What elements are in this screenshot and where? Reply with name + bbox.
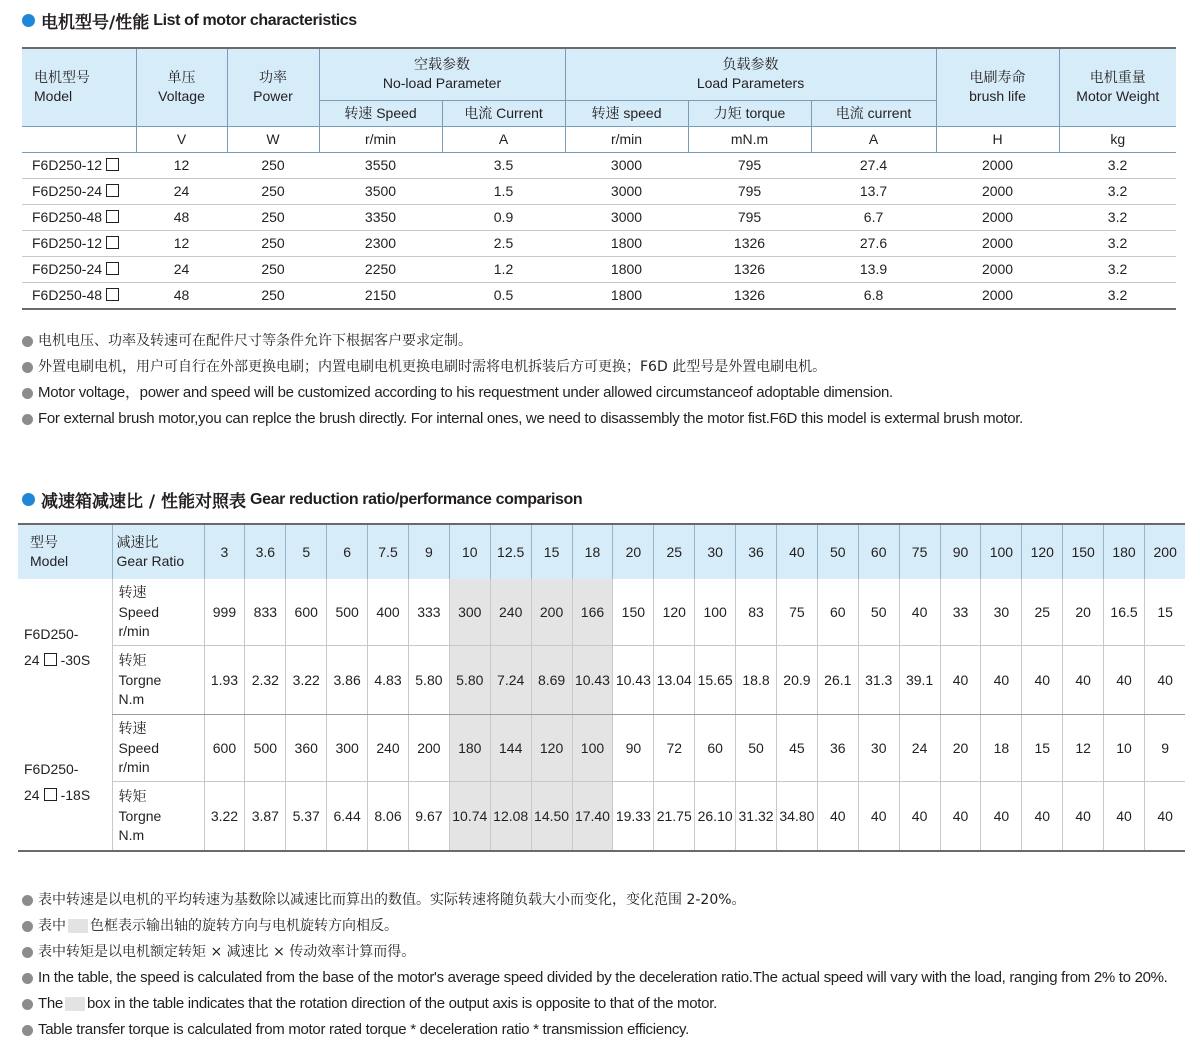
- torque-value: 26.10: [695, 782, 736, 852]
- ratio-header: 9: [408, 524, 449, 579]
- unit-cell: [22, 126, 136, 152]
- note-item: Motor voltage，power and speed will be customized according to his requestment under allowed circumstanceof adoptable dimension.: [22, 380, 1023, 406]
- label-line: Torgne: [118, 671, 162, 688]
- section-title-cn: 减速箱减速比 / 性能对照表: [41, 492, 247, 512]
- table-row: [22, 204, 1176, 230]
- cell-w: 250: [227, 230, 319, 256]
- cell-l-current: 6.8: [863, 287, 884, 303]
- header-voltage: 单压 Voltage: [136, 48, 227, 126]
- cell-v: 12: [136, 230, 227, 256]
- unit-cell: V: [136, 126, 227, 152]
- header-load-torque: 力矩 torque: [688, 100, 811, 126]
- table-row-speed: [18, 579, 1185, 646]
- model-cell: [22, 282, 136, 309]
- ratio-header: 3.6: [245, 524, 286, 579]
- torque-value: 40: [1063, 646, 1104, 715]
- torque-label: [112, 782, 204, 852]
- speed-value: 20: [1063, 579, 1104, 646]
- cell-brush: 2000: [936, 152, 1059, 178]
- ratio-header: 6: [327, 524, 368, 579]
- cell-weight: 3.2: [1059, 152, 1176, 178]
- cell-nl-current: 1.2: [442, 256, 565, 282]
- cell-l-current: 13.7: [811, 178, 936, 204]
- speed-value: 180: [449, 715, 490, 782]
- speed-label: [112, 715, 204, 782]
- torque-value: 40: [1104, 646, 1145, 715]
- speed-value: 60: [817, 579, 858, 646]
- cell-brush: 2000: [936, 204, 1059, 230]
- torque-value: 17.40: [572, 782, 613, 852]
- cell-nl-current: 2.5: [442, 230, 565, 256]
- speed-value: 20: [940, 715, 981, 782]
- cell-brush: 2000: [936, 178, 1059, 204]
- speed-value: 30: [981, 579, 1022, 646]
- model-cell: [22, 204, 136, 230]
- torque-value: 26.1: [817, 646, 858, 715]
- speed-label: [112, 579, 204, 646]
- speed-value: 166: [572, 579, 613, 646]
- cell-torque: 795: [688, 204, 811, 230]
- torque-value: 34.80: [776, 782, 817, 852]
- cell-w: 250: [227, 152, 319, 178]
- bullet-icon: [22, 388, 33, 399]
- ratio-header: 36: [736, 524, 777, 579]
- torque-value: 20.9: [776, 646, 817, 715]
- model-cell: [22, 230, 136, 256]
- cell-nl-current: 1.5: [442, 178, 565, 204]
- bullet-dot-icon: [22, 14, 35, 27]
- model-cell: [18, 715, 112, 852]
- speed-value: 300: [327, 715, 368, 782]
- label-line: N.m: [118, 690, 145, 707]
- torque-value: 5.80: [449, 646, 490, 715]
- cell-l-speed: 3000: [565, 152, 688, 178]
- cell-w: 250: [261, 287, 285, 303]
- cell-nl-speed: 3500: [319, 178, 442, 204]
- ratio-header: 100: [981, 524, 1022, 579]
- ratio-header: 25: [654, 524, 695, 579]
- speed-value: 500: [327, 579, 368, 646]
- cell-l-current: 13.9: [811, 256, 936, 282]
- cell-v: 48: [173, 287, 190, 303]
- cell-torque: 795: [688, 152, 811, 178]
- motor-characteristics-table: [22, 47, 1176, 310]
- checkbox-square-icon: [106, 210, 119, 223]
- note-item: 表中转矩是以电机额定转矩 × 减速比 × 传动效率计算而得。: [22, 939, 1168, 965]
- bullet-dot-icon: [22, 493, 35, 506]
- cell-nl-current: 0.5: [493, 287, 514, 303]
- speed-value: 120: [654, 579, 695, 646]
- model-post: -18S: [60, 787, 91, 804]
- bullet-icon: [22, 362, 33, 373]
- gear-notes: [22, 887, 1168, 1043]
- speed-value: 300: [449, 579, 490, 646]
- torque-label: [112, 646, 204, 715]
- gear-ratio-table: [18, 523, 1185, 852]
- label-line: Torgne: [118, 807, 162, 824]
- header-motor-weight: 电机重量 Motor Weight: [1059, 48, 1176, 126]
- torque-value: 40: [940, 782, 981, 852]
- ratio-header: 7.5: [368, 524, 409, 579]
- cell-nl-speed: 2300: [319, 230, 442, 256]
- label-line: 转速: [118, 720, 147, 737]
- torque-value: 31.3: [858, 646, 899, 715]
- speed-value: 50: [736, 715, 777, 782]
- header-load-speed: 转速 speed: [565, 100, 688, 126]
- torque-value: 40: [1144, 646, 1185, 715]
- bullet-icon: [22, 1025, 33, 1036]
- speed-value: 833: [245, 579, 286, 646]
- header-noload-speed: 转速 Speed: [319, 100, 442, 126]
- speed-value: 83: [736, 579, 777, 646]
- model-line2: [24, 647, 112, 673]
- model-cell: [22, 152, 136, 178]
- torque-value: 40: [1144, 782, 1185, 852]
- torque-value: 3.22: [204, 782, 245, 852]
- unit-cell: r/min: [319, 126, 442, 152]
- cell-torque: 1326: [688, 230, 811, 256]
- table-row: [22, 256, 1176, 282]
- torque-value: 3.22: [286, 646, 327, 715]
- cell-weight: 3.2: [1059, 256, 1176, 282]
- cell-weight: 3.2: [1059, 230, 1176, 256]
- speed-value: 240: [490, 579, 531, 646]
- bullet-icon: [22, 999, 33, 1010]
- model-cell: [22, 178, 136, 204]
- cell-l-current: 6.7: [811, 204, 936, 230]
- ratio-header: 30: [695, 524, 736, 579]
- cell-l-speed: 3000: [565, 178, 688, 204]
- header-power: 功率 Power: [227, 48, 319, 126]
- section-title-motor: [22, 8, 357, 33]
- checkbox-square-icon: [106, 184, 119, 197]
- cell-w: 250: [227, 204, 319, 230]
- torque-value: 18.8: [736, 646, 777, 715]
- ratio-header: 200: [1144, 524, 1185, 579]
- ratio-header: 15: [531, 524, 572, 579]
- note-item: For external brush motor,you can replce the brush directly. For internal ones, we need to disassembly the motor fist.F6D this model is extermal brush motor.: [22, 406, 1023, 432]
- speed-value: 15: [1022, 715, 1063, 782]
- speed-value: 40: [899, 579, 940, 646]
- speed-value: 15: [1144, 579, 1185, 646]
- cell-nl-current: 3.5: [442, 152, 565, 178]
- speed-value: 75: [776, 579, 817, 646]
- torque-value: 40: [817, 782, 858, 852]
- torque-value: 13.04: [654, 646, 695, 715]
- ratio-header: 60: [858, 524, 899, 579]
- speed-value: 360: [286, 715, 327, 782]
- speed-value: 72: [654, 715, 695, 782]
- torque-value: 40: [1022, 782, 1063, 852]
- torque-value: 8.69: [531, 646, 572, 715]
- label-line: Speed: [118, 603, 159, 620]
- model-post: -30S: [60, 651, 91, 668]
- table-row: [22, 230, 1176, 256]
- torque-value: 40: [981, 782, 1022, 852]
- checkbox-square-icon: [106, 262, 119, 275]
- cell-l-speed: 1800: [565, 230, 688, 256]
- speed-value: 200: [531, 579, 572, 646]
- speed-value: 45: [776, 715, 817, 782]
- cell-l-speed: 1800: [610, 287, 643, 303]
- cell-weight: 3.2: [1059, 178, 1176, 204]
- checkbox-square-icon: [44, 653, 57, 666]
- speed-value: 9: [1144, 715, 1185, 782]
- bullet-icon: [22, 414, 33, 425]
- cell-nl-speed: 2250: [319, 256, 442, 282]
- table-row: [22, 282, 1176, 309]
- model-text: F6D250-12: [32, 157, 103, 173]
- cell-w: 250: [227, 256, 319, 282]
- torque-value: 4.83: [368, 646, 409, 715]
- label-line: 转矩: [118, 788, 147, 805]
- torque-value: 5.80: [408, 646, 449, 715]
- torque-value: 10.43: [572, 646, 613, 715]
- label-line: 转矩: [118, 652, 147, 669]
- speed-value: 36: [817, 715, 858, 782]
- bullet-icon: [22, 947, 33, 958]
- torque-value: 1.93: [204, 646, 245, 715]
- label-line: Speed: [118, 739, 159, 756]
- motor-notes: [22, 328, 1023, 432]
- speed-value: 144: [490, 715, 531, 782]
- speed-value: 16.5: [1104, 579, 1145, 646]
- cell-nl-speed: 2150: [364, 287, 397, 303]
- note-item: In the table, the speed is calculated from the base of the motor's average speed divided by the deceleration ratio.The actual speed will vary with the load, ranging from 2% to 20%.: [22, 965, 1168, 991]
- header-brush-life: 电刷寿命 brush life: [936, 48, 1059, 126]
- torque-value: 7.24: [490, 646, 531, 715]
- checkbox-square-icon: [106, 236, 119, 249]
- speed-value: 18: [981, 715, 1022, 782]
- model-line1: F6D250-: [24, 625, 79, 642]
- table-row-speed: [18, 715, 1185, 782]
- speed-value: 120: [531, 715, 572, 782]
- cell-torque: 1326: [733, 287, 766, 303]
- speed-value: 12: [1063, 715, 1104, 782]
- model-cell: [22, 256, 136, 282]
- header-noload-current: 电流 Current: [442, 100, 565, 126]
- section-title-en: Gear reduction ratio/performance comparison: [250, 490, 583, 508]
- speed-value: 400: [368, 579, 409, 646]
- model-pre: 24: [24, 787, 40, 804]
- header-load-current: 电流 current: [811, 100, 936, 126]
- torque-value: 40: [940, 646, 981, 715]
- ratio-header: 20: [613, 524, 654, 579]
- bullet-icon: [22, 895, 33, 906]
- cell-v: 48: [136, 204, 227, 230]
- header-noload: 空载参数 No-load Parameter: [319, 48, 565, 100]
- checkbox-square-icon: [106, 288, 119, 301]
- cell-v: 24: [136, 256, 227, 282]
- ratio-header: 10: [449, 524, 490, 579]
- highlight-swatch-icon: [65, 997, 85, 1011]
- unit-cell: kg: [1059, 126, 1176, 152]
- torque-value: 40: [858, 782, 899, 852]
- ratio-header: 75: [899, 524, 940, 579]
- cell-brush: 2000: [981, 287, 1014, 303]
- note-item: 表中 色框表示输出轴的旋转方向与电机旋转方向相反。: [22, 913, 1168, 939]
- torque-value: 40: [1104, 782, 1145, 852]
- torque-value: 31.32: [736, 782, 777, 852]
- cell-v: 12: [136, 152, 227, 178]
- table-row: [22, 152, 1176, 178]
- cell-l-speed: 3000: [565, 204, 688, 230]
- torque-value: 9.67: [408, 782, 449, 852]
- speed-value: 100: [572, 715, 613, 782]
- ratio-header: 18: [572, 524, 613, 579]
- cell-nl-current: 0.9: [442, 204, 565, 230]
- unit-cell: r/min: [565, 126, 688, 152]
- cell-torque: 1326: [688, 256, 811, 282]
- header-model: 电机型号 Model: [22, 48, 136, 126]
- model-text: F6D250-24: [32, 261, 103, 277]
- cell-l-current: 27.6: [811, 230, 936, 256]
- checkbox-square-icon: [106, 158, 119, 171]
- torque-value: 40: [981, 646, 1022, 715]
- speed-value: 90: [613, 715, 654, 782]
- unit-cell: H: [936, 126, 1059, 152]
- torque-value: 6.44: [327, 782, 368, 852]
- ratio-header: 150: [1063, 524, 1104, 579]
- note-item: Table transfer torque is calculated from motor rated torque * deceleration ratio * transmission efficiency.: [22, 1017, 1168, 1043]
- section-title-cn: 电机型号/性能: [41, 13, 150, 33]
- header-model: 型号 Model: [18, 524, 112, 579]
- highlight-swatch-icon: [68, 919, 88, 933]
- cell-l-current: 27.4: [811, 152, 936, 178]
- speed-value: 500: [245, 715, 286, 782]
- label-line: 转速: [118, 584, 147, 601]
- note-item: The box in the table indicates that the rotation direction of the output axis is opposite to that of the motor.: [22, 991, 1168, 1017]
- torque-value: 40: [899, 782, 940, 852]
- torque-value: 21.75: [654, 782, 695, 852]
- model-line1: F6D250-: [24, 761, 79, 778]
- speed-value: 50: [858, 579, 899, 646]
- cell-weight: 3.2: [1059, 204, 1176, 230]
- cell-weight: 3.2: [1107, 287, 1128, 303]
- speed-value: 200: [408, 715, 449, 782]
- units-row: [22, 126, 1176, 152]
- torque-value: 5.37: [286, 782, 327, 852]
- speed-value: 999: [204, 579, 245, 646]
- ratio-header: 3: [204, 524, 245, 579]
- speed-value: 100: [695, 579, 736, 646]
- speed-value: 600: [286, 579, 327, 646]
- ratio-header: 50: [817, 524, 858, 579]
- torque-value: 3.87: [245, 782, 286, 852]
- torque-value: 8.06: [368, 782, 409, 852]
- torque-value: 39.1: [899, 646, 940, 715]
- speed-value: 24: [899, 715, 940, 782]
- speed-value: 25: [1022, 579, 1063, 646]
- torque-value: 15.65: [695, 646, 736, 715]
- torque-value: 12.08: [490, 782, 531, 852]
- ratio-header: 12.5: [490, 524, 531, 579]
- speed-value: 240: [368, 715, 409, 782]
- model-text: F6D250-24: [32, 183, 103, 199]
- speed-value: 600: [204, 715, 245, 782]
- cell-torque: 795: [688, 178, 811, 204]
- model-text: F6D250-48: [32, 209, 103, 225]
- speed-value: 150: [613, 579, 654, 646]
- speed-value: 30: [858, 715, 899, 782]
- model-cell: [18, 579, 112, 715]
- label-line: r/min: [118, 758, 150, 775]
- unit-cell: A: [811, 126, 936, 152]
- table-row: [22, 178, 1176, 204]
- model-line2: [24, 782, 112, 808]
- model-text: F6D250-48: [32, 287, 103, 303]
- speed-value: 60: [695, 715, 736, 782]
- cell-nl-speed: 3550: [319, 152, 442, 178]
- checkbox-square-icon: [44, 788, 57, 801]
- header-load: 负载参数 Load Parameters: [565, 48, 936, 100]
- cell-w: 250: [227, 178, 319, 204]
- table-row-torque: [18, 646, 1185, 715]
- torque-value: 19.33: [613, 782, 654, 852]
- section-title-gear: [22, 487, 582, 512]
- model-pre: 24: [24, 651, 40, 668]
- header-gear-ratio: 减速比 Gear Ratio: [112, 524, 204, 579]
- torque-value: 40: [1022, 646, 1063, 715]
- cell-brush: 2000: [936, 230, 1059, 256]
- speed-value: 33: [940, 579, 981, 646]
- speed-value: 10: [1104, 715, 1145, 782]
- torque-value: 14.50: [531, 782, 572, 852]
- note-item: 外置电刷电机，用户可自行在外部更换电刷；内置电刷电机更换电刷时需将电机拆装后方可更换；F6D 此型号是外置电刷电机。: [22, 354, 1023, 380]
- ratio-header: 180: [1104, 524, 1145, 579]
- ratio-header: 5: [286, 524, 327, 579]
- unit-cell: mN.m: [688, 126, 811, 152]
- note-item: 电机电压、功率及转速可在配件尺寸等条件允许下根据客户要求定制。: [22, 328, 1023, 354]
- model-text: F6D250-12: [32, 235, 103, 251]
- torque-value: 10.43: [613, 646, 654, 715]
- label-line: r/min: [118, 622, 150, 639]
- ratio-header: 120: [1022, 524, 1063, 579]
- unit-cell: W: [227, 126, 319, 152]
- note-item: 表中转速是以电机的平均转速为基数除以减速比而算出的数值。实际转速将随负载大小而变化，变化范围 2-20%。: [22, 887, 1168, 913]
- cell-v: 24: [136, 178, 227, 204]
- bullet-icon: [22, 921, 33, 932]
- ratio-header: 40: [776, 524, 817, 579]
- unit-cell: A: [442, 126, 565, 152]
- ratio-header: 90: [940, 524, 981, 579]
- cell-nl-speed: 3350: [319, 204, 442, 230]
- torque-value: 2.32: [245, 646, 286, 715]
- bullet-icon: [22, 973, 33, 984]
- torque-value: 40: [1063, 782, 1104, 852]
- cell-brush: 2000: [936, 256, 1059, 282]
- torque-value: 3.86: [327, 646, 368, 715]
- section-title-en: List of motor characteristics: [153, 11, 357, 29]
- speed-value: 333: [408, 579, 449, 646]
- label-line: N.m: [118, 826, 145, 843]
- cell-l-speed: 1800: [565, 256, 688, 282]
- table-row-torque: [18, 782, 1185, 852]
- bullet-icon: [22, 336, 33, 347]
- torque-value: 10.74: [449, 782, 490, 852]
